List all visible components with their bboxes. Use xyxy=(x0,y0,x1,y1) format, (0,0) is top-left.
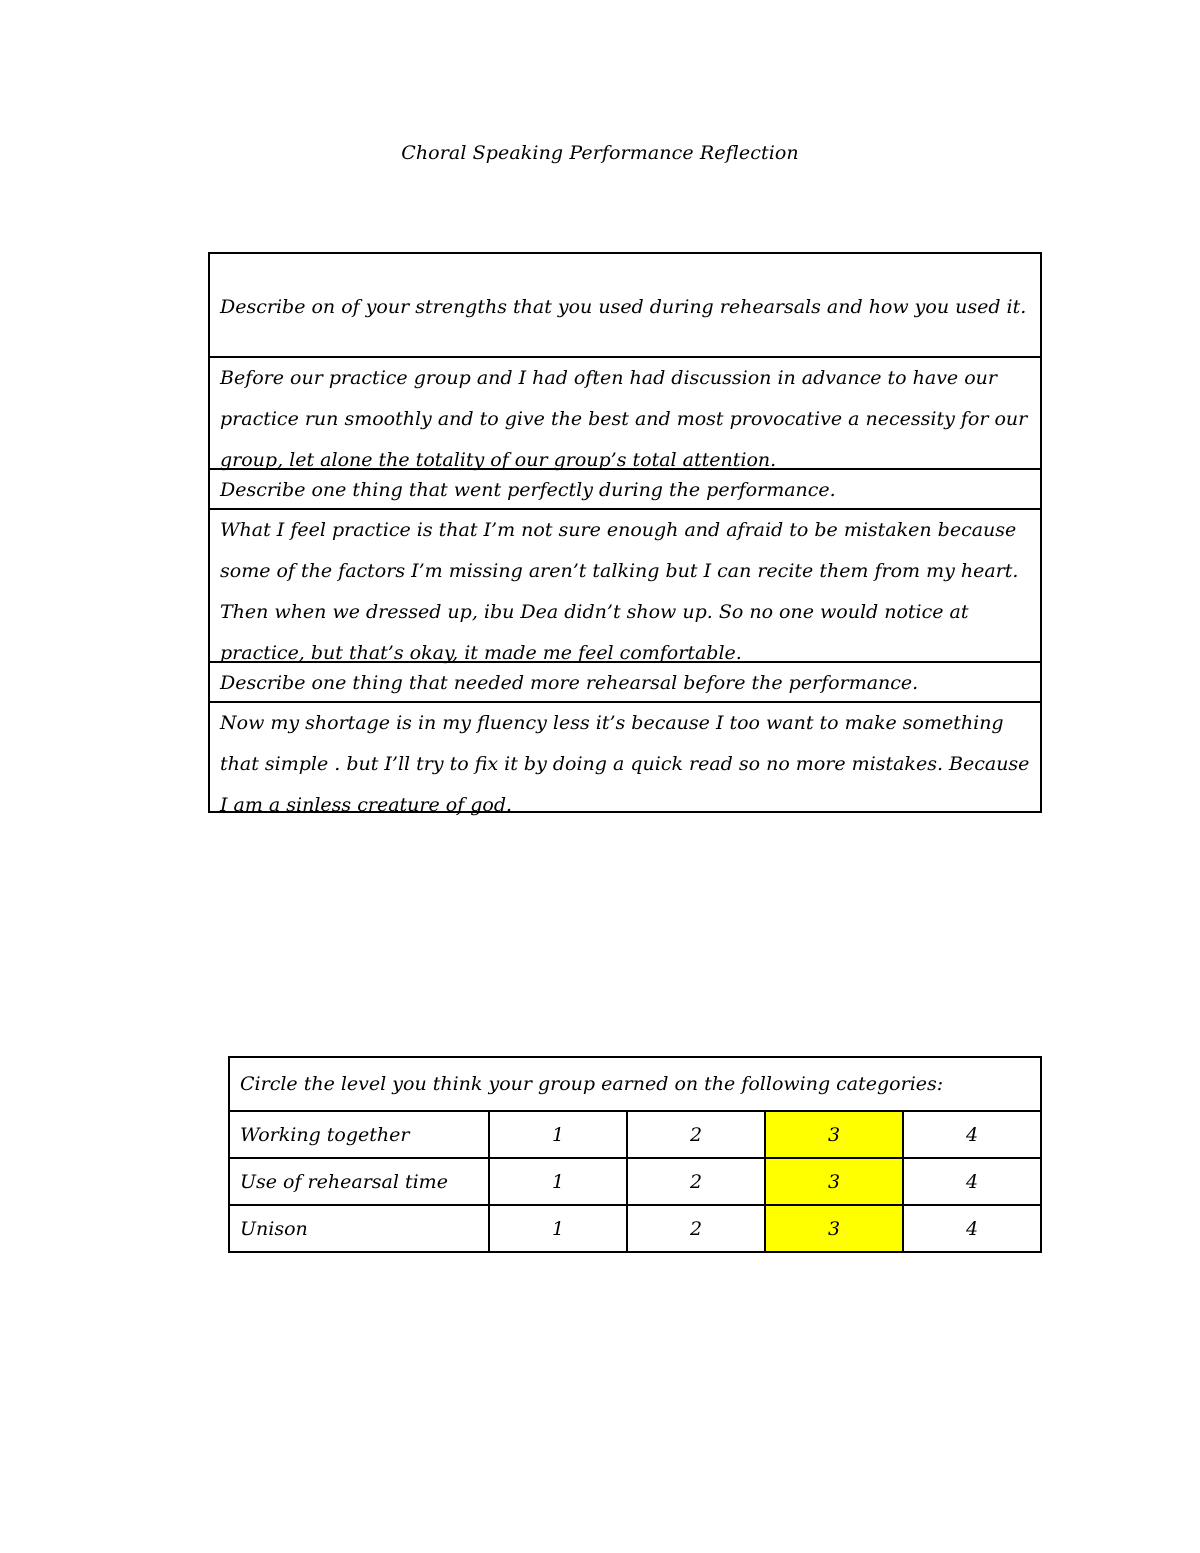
rating-level[interactable]: 3 xyxy=(765,1158,903,1205)
rating-level[interactable]: 1 xyxy=(489,1205,627,1252)
rating-row xyxy=(229,1205,1041,1252)
rating-level[interactable]: 4 xyxy=(903,1111,1041,1158)
rating-category: Use of rehearsal time xyxy=(229,1158,489,1205)
rating-header-row xyxy=(229,1057,1041,1111)
reflection-answer-went-perfectly xyxy=(210,508,1040,664)
answer-line: I am a sinless creature of god. xyxy=(220,794,513,816)
answer-line: that simple . but I’ll try to fix it by doing a quick read so no more mistakes. Because xyxy=(220,753,1030,775)
answer-line: practice, but that’s okay, it made me feel comfortable. xyxy=(220,642,742,664)
answer-line: What I feel practice is that I’m not sure enough and afraid to be mistaken because xyxy=(220,519,1017,541)
rating-level[interactable]: 2 xyxy=(627,1158,765,1205)
rating-level[interactable]: 3 xyxy=(765,1111,903,1158)
rating-row xyxy=(229,1158,1041,1205)
rating-level[interactable]: 2 xyxy=(627,1205,765,1252)
reflection-question-strengths xyxy=(210,254,1040,356)
answer-line: Then when we dressed up, ibu Dea didn’t show up. So no one would notice at xyxy=(220,601,969,623)
rating-category: Unison xyxy=(229,1205,489,1252)
rating-level[interactable]: 3 xyxy=(765,1205,903,1252)
rating-row xyxy=(229,1111,1041,1158)
question-text: Describe on of your strengths that you used during rehearsals and how you used it. xyxy=(220,296,1027,318)
rating-level[interactable]: 1 xyxy=(489,1158,627,1205)
rating-level[interactable]: 2 xyxy=(627,1111,765,1158)
reflection-question-went-perfectly xyxy=(210,468,1040,508)
rating-table xyxy=(228,1056,1042,1253)
question-text: Describe one thing that needed more rehearsal before the performance. xyxy=(220,672,919,694)
answer-line: some of the factors I’m missing aren’t talking but I can recite them from my heart. xyxy=(220,560,1019,582)
reflection-answer-more-rehearsal xyxy=(210,701,1040,816)
reflection-question-more-rehearsal xyxy=(210,661,1040,701)
question-text: Describe one thing that went perfectly during the performance. xyxy=(220,479,836,501)
answer-line: Now my shortage is in my fluency less it’s because I too want to make something xyxy=(220,712,1004,734)
rating-level[interactable]: 4 xyxy=(903,1205,1041,1252)
rating-category: Working together xyxy=(229,1111,489,1158)
answer-line: Before our practice group and I had often had discussion in advance to have our xyxy=(220,367,997,389)
document-title: Choral Speaking Performance Reflection xyxy=(401,142,799,164)
reflection-table xyxy=(208,252,1042,816)
rating-level[interactable]: 4 xyxy=(903,1158,1041,1205)
rating-level[interactable]: 1 xyxy=(489,1111,627,1158)
reflection-answer-strengths xyxy=(210,356,1040,471)
rating-instruction: Circle the level you think your group earned on the following categories: xyxy=(229,1057,1041,1111)
answer-line: group, let alone the totality of our group’s total attention. xyxy=(220,449,777,471)
answer-line: practice run smoothly and to give the best and most provocative a necessity for our xyxy=(220,408,1028,430)
